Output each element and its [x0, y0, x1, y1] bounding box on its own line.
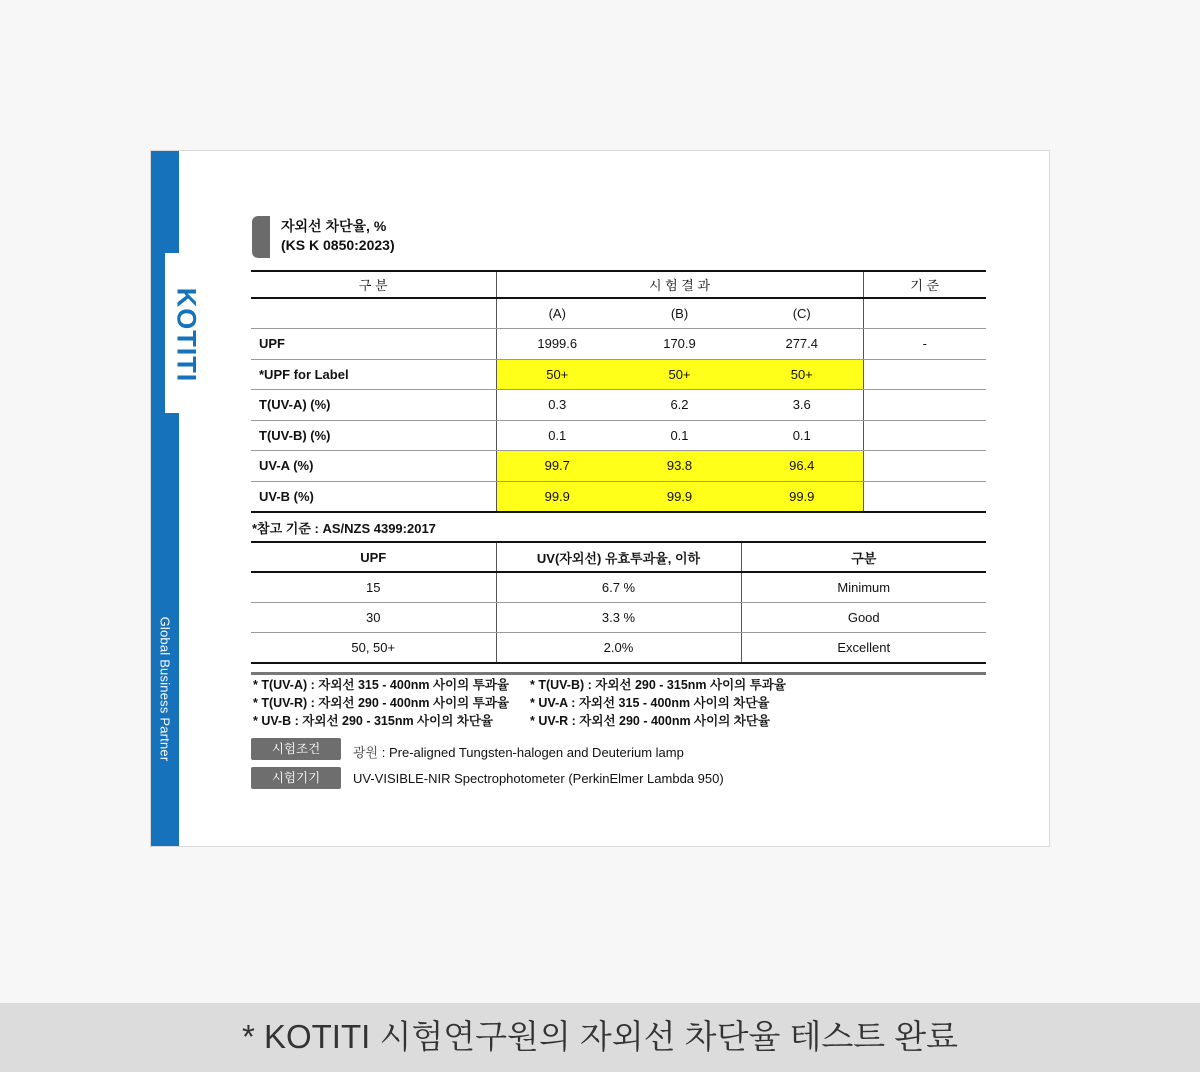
- row-label: T(UV-A) (%): [251, 390, 496, 421]
- results-subheader-row: [251, 298, 986, 329]
- ref-cell: 15: [251, 572, 496, 602]
- row-label: UPF: [251, 329, 496, 360]
- subheader-c: (C): [741, 298, 863, 329]
- table-row: [251, 633, 986, 663]
- value-a: 50+: [496, 359, 618, 390]
- table-row: [251, 572, 986, 602]
- subheader-empty: [251, 298, 496, 329]
- ref-cell: Excellent: [741, 633, 986, 663]
- section-title: 자외선 차단율, %: [281, 218, 387, 234]
- value-c: 0.1: [741, 420, 863, 451]
- subheader-b: (B): [618, 298, 741, 329]
- reference-table: [251, 541, 986, 664]
- test-conditions-tag: 시험조건: [251, 738, 341, 760]
- ref-cell: 30: [251, 602, 496, 632]
- row-label: *UPF for Label: [251, 359, 496, 390]
- kotiti-logo: KOTITI: [171, 287, 202, 383]
- table-row: [251, 359, 986, 390]
- note-row: [253, 676, 786, 694]
- value-c: 50+: [741, 359, 863, 390]
- value-standard: [863, 390, 986, 421]
- value-a: 99.9: [496, 481, 618, 512]
- note: * UV-R : 자외선 290 - 400nm 사이의 차단율: [530, 714, 770, 728]
- note: * UV-B : 자외선 290 - 315nm 사이의 차단율: [253, 714, 493, 728]
- results-header-row: [251, 271, 986, 298]
- note-row: [253, 694, 786, 712]
- table-row: [251, 420, 986, 451]
- note: * T(UV-B) : 자외선 290 - 315nm 사이의 투과율: [530, 678, 786, 692]
- tagline: Global Business Partner: [157, 616, 173, 762]
- test-equipment-value: UV-VISIBLE-NIR Spectrophotometer (PerkinElmer Lambda 950): [353, 771, 724, 786]
- footer-caption: * KOTITI 시험연구원의 자외선 차단율 테스트 완료: [0, 1003, 1200, 1072]
- reference-standard: *참고 기준 : AS/NZS 4399:2017: [252, 521, 436, 536]
- table-row: [251, 329, 986, 360]
- subheader-a: (A): [496, 298, 618, 329]
- value-standard: [863, 481, 986, 512]
- ref-cell: 50, 50+: [251, 633, 496, 663]
- subheader-standard-empty: [863, 298, 986, 329]
- table-row: [251, 451, 986, 482]
- value-a: 0.1: [496, 420, 618, 451]
- value-a: 1999.6: [496, 329, 618, 360]
- value-c: 277.4: [741, 329, 863, 360]
- value-b: 50+: [618, 359, 741, 390]
- note-row: [253, 712, 786, 730]
- note: * UV-A : 자외선 315 - 400nm 사이의 차단율: [530, 696, 770, 710]
- title-marker: [252, 216, 270, 258]
- ref-header-upf: UPF: [251, 542, 496, 572]
- ref-header-transmittance: UV(자외선) 유효투과율, 이하: [496, 542, 741, 572]
- header-standard: 기 준: [863, 271, 986, 298]
- note: * T(UV-A) : 자외선 315 - 400nm 사이의 투과율: [253, 678, 509, 692]
- test-conditions-value: [353, 742, 684, 761]
- divider: [251, 672, 986, 675]
- ref-cell: 6.7 %: [496, 572, 741, 602]
- reference-header-row: [251, 542, 986, 572]
- ref-cell: Good: [741, 602, 986, 632]
- table-row: [251, 390, 986, 421]
- value-standard: -: [863, 329, 986, 360]
- results-table: [251, 270, 986, 513]
- value-c: 99.9: [741, 481, 863, 512]
- value-c: 3.6: [741, 390, 863, 421]
- header-results: 시 험 결 과: [496, 271, 863, 298]
- row-label: UV-A (%): [251, 451, 496, 482]
- row-label: T(UV-B) (%): [251, 420, 496, 451]
- value-standard: [863, 420, 986, 451]
- note: * T(UV-R) : 자외선 290 - 400nm 사이의 투과율: [253, 696, 509, 710]
- value-a: 0.3: [496, 390, 618, 421]
- value-standard: [863, 451, 986, 482]
- ref-cell: Minimum: [741, 572, 986, 602]
- header-category: 구 분: [251, 271, 496, 298]
- ref-header-grade: 구분: [741, 542, 986, 572]
- light-source-label: 광원: [353, 745, 379, 760]
- value-c: 96.4: [741, 451, 863, 482]
- value-a: 99.7: [496, 451, 618, 482]
- table-row: [251, 481, 986, 512]
- value-b: 170.9: [618, 329, 741, 360]
- value-standard: [863, 359, 986, 390]
- ref-cell: 3.3 %: [496, 602, 741, 632]
- report-card: [150, 150, 1050, 847]
- value-b: 99.9: [618, 481, 741, 512]
- row-label: UV-B (%): [251, 481, 496, 512]
- value-b: 93.8: [618, 451, 741, 482]
- value-b: 6.2: [618, 390, 741, 421]
- table-row: [251, 602, 986, 632]
- value-b: 0.1: [618, 420, 741, 451]
- ref-cell: 2.0%: [496, 633, 741, 663]
- section-standard: (KS K 0850:2023): [281, 237, 395, 253]
- definitions-notes: [253, 676, 786, 730]
- light-source-value: : Pre-aligned Tungsten-halogen and Deuterium lamp: [378, 745, 684, 760]
- test-equipment-tag: 시험기기: [251, 767, 341, 789]
